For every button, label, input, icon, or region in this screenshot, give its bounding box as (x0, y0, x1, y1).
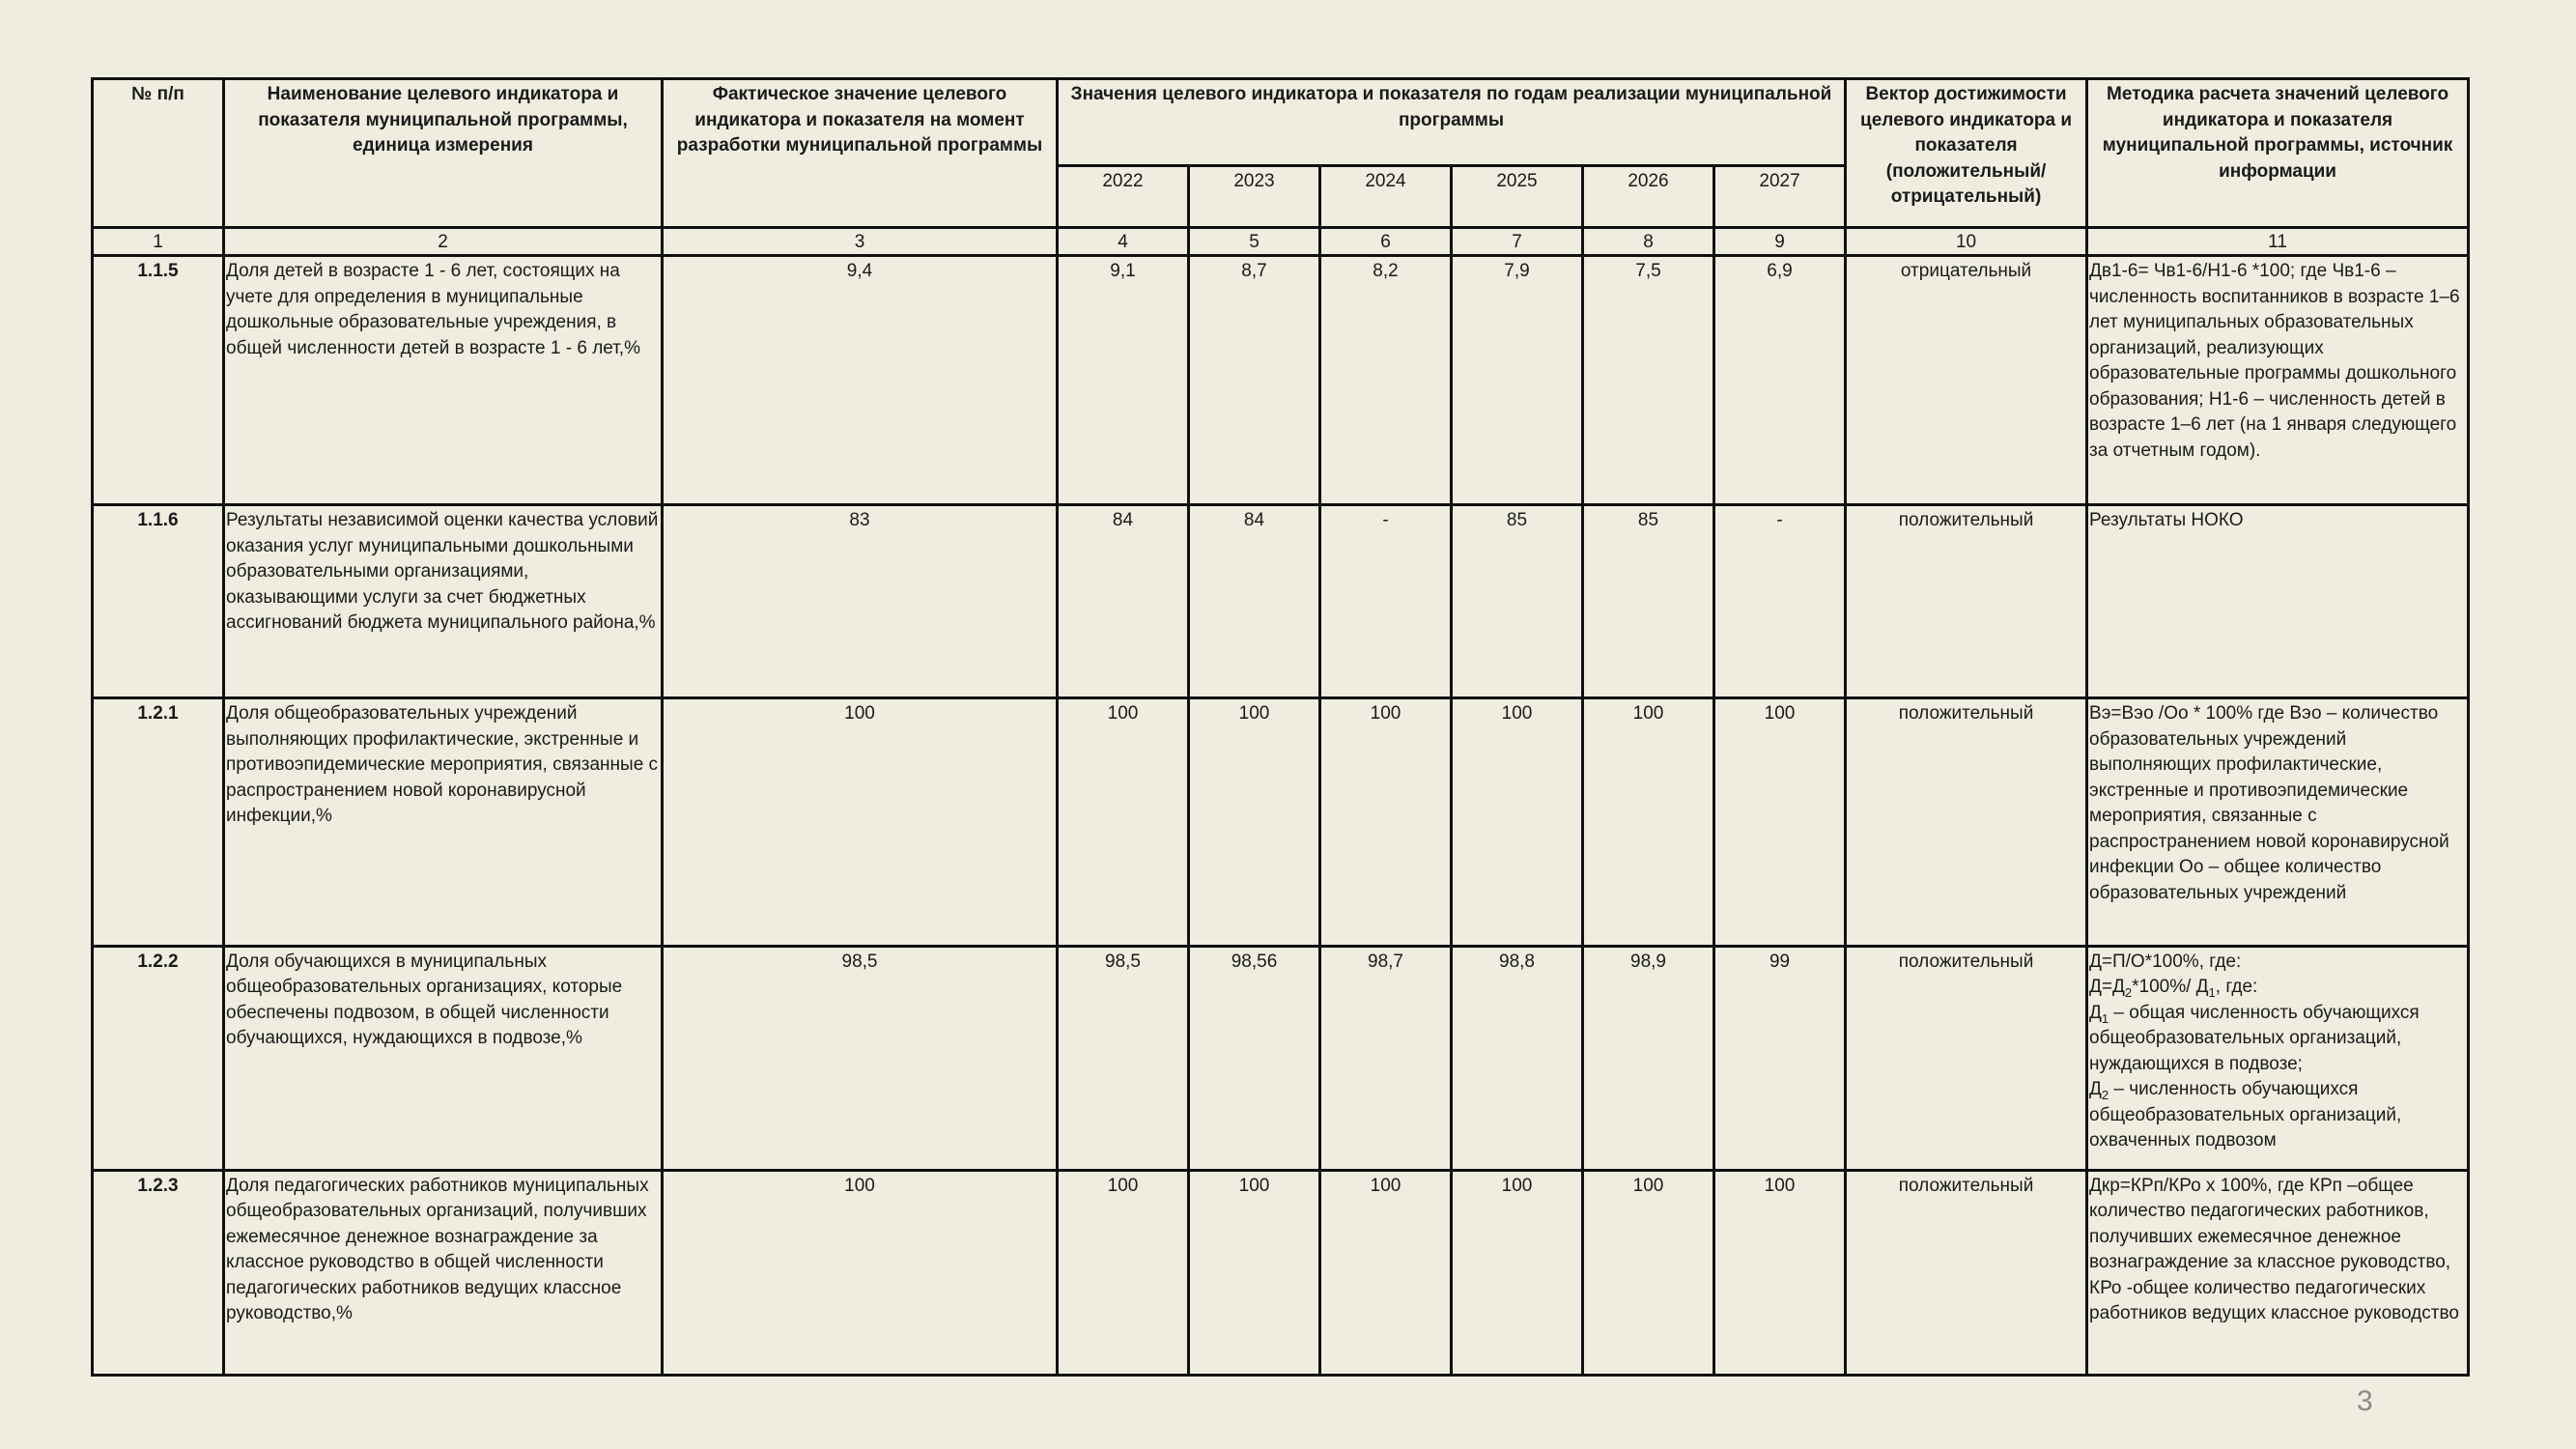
table-row (93, 946, 2469, 1170)
row-id: 1.1.5 (93, 256, 224, 505)
header-year: 2026 (1583, 166, 1714, 228)
row-value: 100 (1320, 698, 1452, 946)
row-value: 7,9 (1452, 256, 1583, 505)
row-value: 100 (1189, 1170, 1320, 1375)
row-vector: положительный (1846, 698, 2087, 946)
column-number: 7 (1452, 228, 1583, 256)
row-value: 100 (1452, 1170, 1583, 1375)
method-line: Д=П/О*100%, где: (2089, 951, 2242, 972)
row-value: 100 (1714, 698, 1846, 946)
method-text: *100%/ Д (2132, 977, 2209, 998)
row-method: Вэ=Вэо /Оо * 100% где Вэо – количество образовательных учреждений выполняющих профилактические, экстренные и противоэпидемические мероприятия, связанные с распространением новой коронавирусной инфекции Оо – общее количество образовательных учреждений (2087, 698, 2469, 946)
header-num: № п/п (93, 79, 224, 228)
column-number: 1 (93, 228, 224, 256)
header-method: Методика расчета значений целевого индикатора и показателя муниципальной программы, источник информации (2087, 79, 2469, 228)
row-method: Результаты НОКО (2087, 505, 2469, 698)
row-fact: 83 (663, 505, 1058, 698)
method-subscript: 1 (2208, 984, 2216, 1000)
row-value: 99 (1714, 946, 1846, 1170)
row-id: 1.2.2 (93, 946, 224, 1170)
row-method (2087, 946, 2469, 1170)
method-text: – общая численность обучающихся общеобразовательных организаций, нуждающихся в подвозе; (2089, 1002, 2420, 1074)
row-value: 98,7 (1320, 946, 1452, 1170)
row-value: 6,9 (1714, 256, 1846, 505)
row-method: Дкр=КРп/КРо х 100%, где КРп –общее количество педагогических работников, получивших ежемесячное денежное вознаграждение за классное руководство, КРо -общее количество педагогических работников ведущих классное руководство (2087, 1170, 2469, 1375)
row-value: 84 (1189, 505, 1320, 698)
row-vector: положительный (1846, 1170, 2087, 1375)
row-value: 100 (1583, 698, 1714, 946)
column-number: 4 (1058, 228, 1189, 256)
table-row (93, 505, 2469, 698)
method-subscript: 2 (2101, 1087, 2109, 1102)
row-name: Доля обучающихся в муниципальных общеобразовательных организациях, которые обеспечены подвозом, в общей численности обучающихся, нуждающихся в подвозе,% (224, 946, 663, 1170)
row-value: 100 (1189, 698, 1320, 946)
row-value: 84 (1058, 505, 1189, 698)
row-name: Доля педагогических работников муниципальных общеобразовательных организаций, получивших ежемесячное денежное вознаграждение за классное руководство в общей численности педагогических работников ведущих классное руководство,% (224, 1170, 663, 1375)
header-year: 2022 (1058, 166, 1189, 228)
method-text: Д (2089, 1002, 2102, 1023)
row-value: 7,5 (1583, 256, 1714, 505)
row-fact: 100 (663, 1170, 1058, 1375)
method-line (2089, 975, 2466, 1001)
column-number: 8 (1583, 228, 1714, 256)
row-value: 100 (1452, 698, 1583, 946)
header-fact: Фактическое значение целевого индикатора и показателя на момент разработки муниципальной программы (663, 79, 1058, 228)
column-number: 9 (1714, 228, 1846, 256)
row-value: 98,9 (1583, 946, 1714, 1170)
row-value: 100 (1714, 1170, 1846, 1375)
row-name: Доля детей в возрасте 1 - 6 лет, состоящих на учете для определения в муниципальные дошкольные образовательные учреждения, в общей численности детей в возрасте 1 - 6 лет,% (224, 256, 663, 505)
row-id: 1.2.3 (93, 1170, 224, 1375)
method-subscript: 1 (2101, 1010, 2109, 1026)
row-value: 100 (1058, 698, 1189, 946)
row-value: 9,1 (1058, 256, 1189, 505)
column-numbers-row (93, 228, 2469, 256)
method-text: Д=Д (2089, 977, 2125, 998)
table-row (93, 256, 2469, 505)
column-number: 10 (1846, 228, 2087, 256)
header-row (93, 79, 2469, 166)
row-value: 98,5 (1058, 946, 1189, 1170)
row-value: 100 (1583, 1170, 1714, 1375)
row-name: Результаты независимой оценки качества условий оказания услуг муниципальными дошкольными образовательными организациями, оказывающими услуги за счет бюджетных ассигнований бюджета муниципального района,% (224, 505, 663, 698)
row-value: 8,7 (1189, 256, 1320, 505)
row-value: 85 (1452, 505, 1583, 698)
row-value: 98,56 (1189, 946, 1320, 1170)
table-row (93, 698, 2469, 946)
row-value: 100 (1058, 1170, 1189, 1375)
column-number: 2 (224, 228, 663, 256)
row-name: Доля общеобразовательных учреждений выполняющих профилактические, экстренные и противоэпидемические мероприятия, связанные с распространением новой коронавирусной инфекции,% (224, 698, 663, 946)
header-year: 2027 (1714, 166, 1846, 228)
method-text: Д (2089, 1079, 2102, 1100)
indicator-table (91, 77, 2470, 1377)
row-id: 1.2.1 (93, 698, 224, 946)
column-number: 11 (2087, 228, 2469, 256)
page-number: 3 (2357, 1385, 2373, 1417)
row-method: Дв1-6= Чв1-6/Н1-6 *100; где Чв1-6 – численность воспитанников в возрасте 1–6 лет муниципальных образовательных организаций, реализующих образовательные программы дошкольного образования; Н1-6 – численность детей в возрасте 1–6 лет (на 1 января следующего за отчетным годом). (2087, 256, 2469, 505)
row-value: 8,2 (1320, 256, 1452, 505)
column-number: 5 (1189, 228, 1320, 256)
method-text: – численность обучающихся общеобразовательных организаций, охваченных подвозом (2089, 1079, 2402, 1151)
row-fact: 100 (663, 698, 1058, 946)
row-id: 1.1.6 (93, 505, 224, 698)
header-year: 2025 (1452, 166, 1583, 228)
row-vector: положительный (1846, 946, 2087, 1170)
table-row (93, 1170, 2469, 1375)
row-fact: 98,5 (663, 946, 1058, 1170)
method-subscript: 2 (2124, 984, 2133, 1000)
header-vector: Вектор достижимости целевого индикатора и показателя (положительный/отрицательный) (1846, 79, 2087, 228)
row-value: 100 (1320, 1170, 1452, 1375)
row-value: - (1714, 505, 1846, 698)
method-line (2089, 1001, 2466, 1078)
method-line (2089, 1077, 2466, 1154)
row-vector: положительный (1846, 505, 2087, 698)
method-text: , где: (2215, 977, 2258, 998)
row-fact: 9,4 (663, 256, 1058, 505)
column-number: 6 (1320, 228, 1452, 256)
header-values-by-year: Значения целевого индикатора и показателя по годам реализации муниципальной программы (1058, 79, 1846, 166)
row-value: 98,8 (1452, 946, 1583, 1170)
row-vector: отрицательный (1846, 256, 2087, 505)
header-year: 2023 (1189, 166, 1320, 228)
row-value: - (1320, 505, 1452, 698)
column-number: 3 (663, 228, 1058, 256)
row-value: 85 (1583, 505, 1714, 698)
header-name: Наименование целевого индикатора и показателя муниципальной программы, единица измерения (224, 79, 663, 228)
header-year: 2024 (1320, 166, 1452, 228)
